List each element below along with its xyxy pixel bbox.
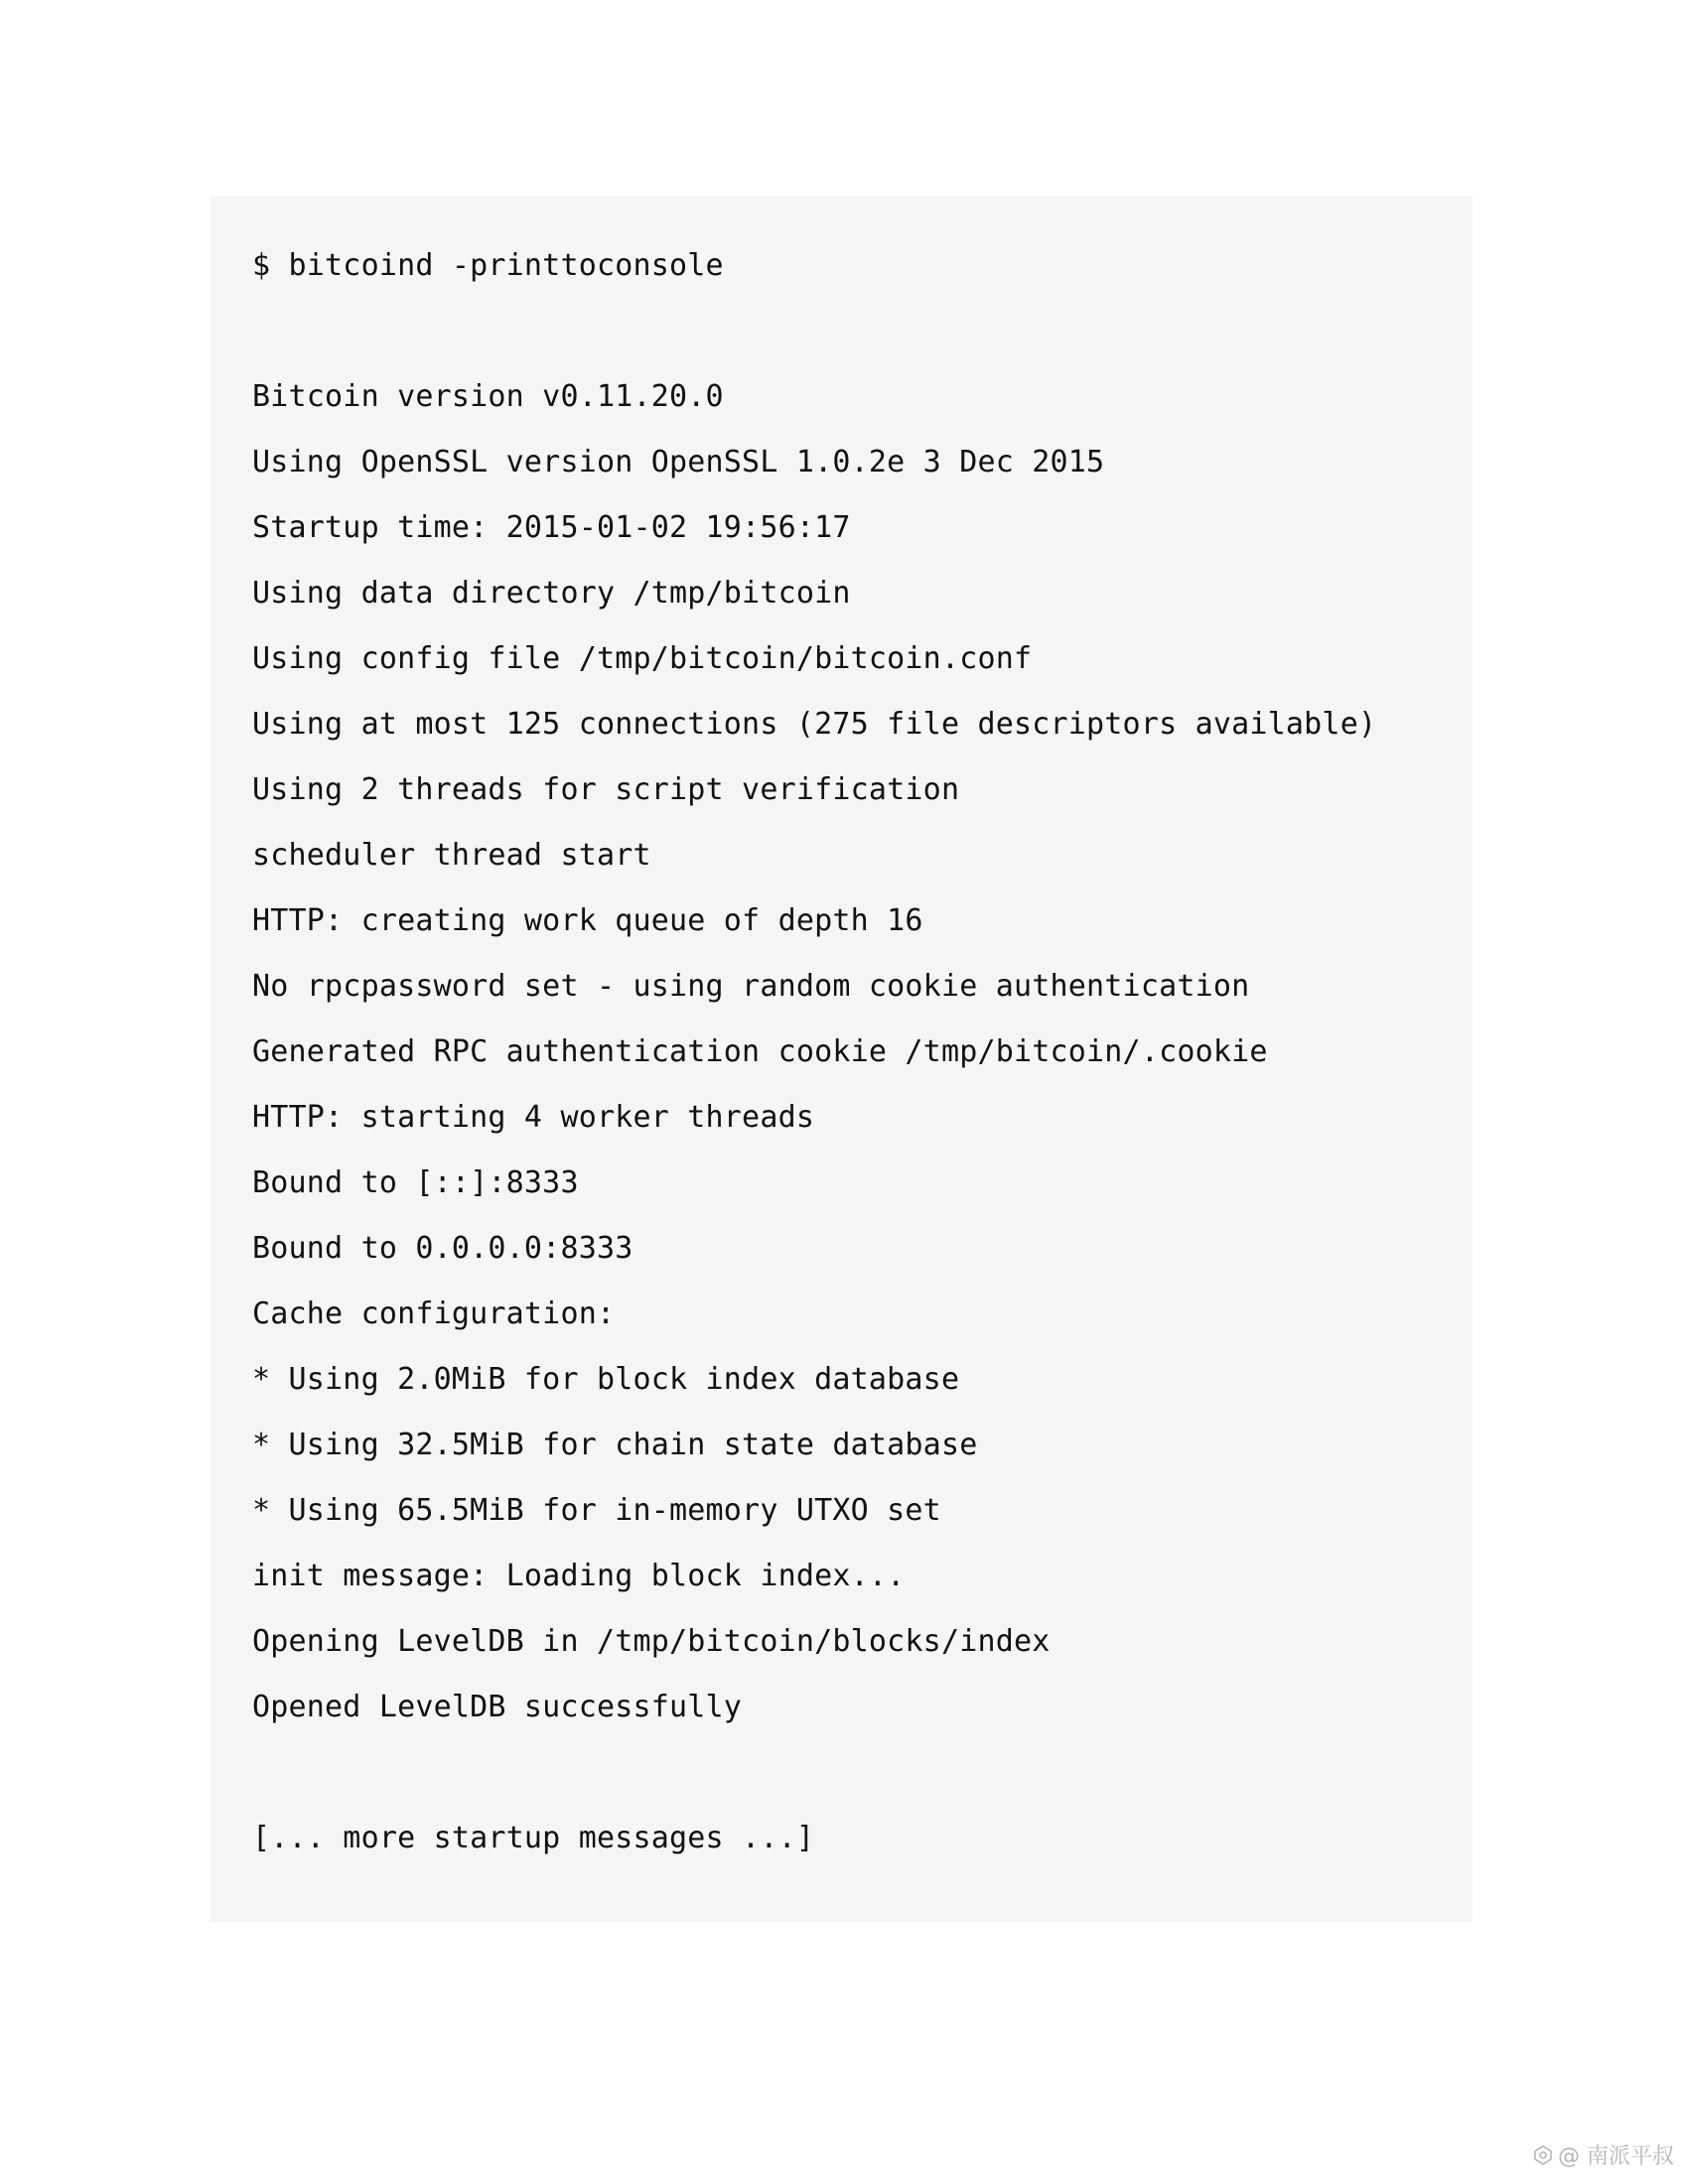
watermark [1532,2139,1674,2170]
console-line: * Using 2.0MiB for block index database [252,1362,960,1397]
console-line: No rpcpassword set - using random cookie authentication [252,969,1250,1004]
console-line: Using 2 threads for script verification [252,772,960,807]
console-output-block [211,197,1473,1922]
console-line: Startup time: 2015-01-02 19:56:17 [252,510,851,545]
console-line: * Using 32.5MiB for chain state database [252,1428,978,1462]
console-command: $ bitcoind -printtoconsole [252,248,724,283]
console-line: HTTP: creating work queue of depth 16 [252,903,923,938]
watermark-text: @ 南派平叔 [1558,2144,1674,2169]
console-line: Bound to 0.0.0.0:8333 [252,1231,633,1266]
console-line: Generated RPC authentication cookie /tmp/bitcoin/.cookie [252,1034,1268,1069]
console-line: Using at most 125 connections (275 file descriptors available) [252,707,1377,742]
console-line: init message: Loading block index... [252,1559,906,1593]
console-line: Using data directory /tmp/bitcoin [252,576,851,611]
console-line: scheduler thread start [252,838,651,873]
console-line: HTTP: starting 4 worker threads [252,1100,815,1135]
console-footer: [... more startup messages ...] [252,1821,815,1855]
console-line: Bound to [::]:8333 [252,1165,579,1200]
console-line: Cache configuration: [252,1297,616,1331]
console-line: Using OpenSSL version OpenSSL 1.0.2e 3 Dec 2015 [252,445,1105,479]
console-line: * Using 65.5MiB for in-memory UTXO set [252,1493,941,1528]
console-line: Using config file /tmp/bitcoin/bitcoin.conf [252,641,1033,676]
console-line: Bitcoin version v0.11.20.0 [252,379,724,414]
console-line: Opening LevelDB in /tmp/bitcoin/blocks/index [252,1624,1051,1659]
watermark-logo-icon [1532,2144,1554,2166]
console-line: Opened LevelDB successfully [252,1690,743,1724]
